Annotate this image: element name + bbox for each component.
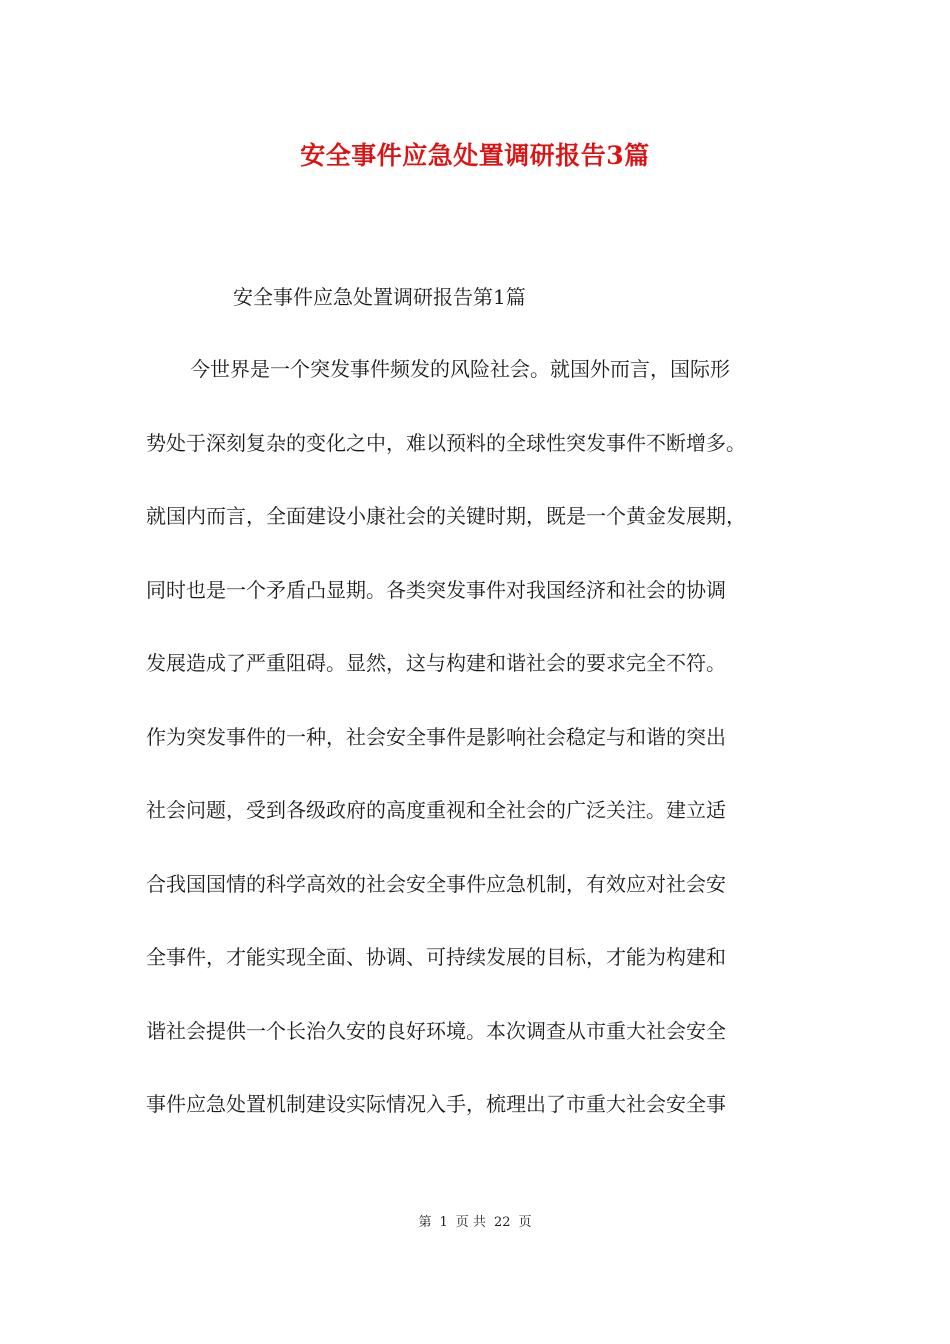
body-line: 谐社会提供一个长治久安的良好环境。本次调查从市重大社会安全	[146, 1018, 726, 1043]
section-heading: 安全事件应急处置调研报告第1篇	[233, 285, 526, 309]
body-line: 全事件，才能实现全面、协调、可持续发展的目标，才能为构建和	[146, 945, 726, 969]
body-line: 势处于深刻复杂的变化之中，难以预料的全球性突发事件不断增多。	[146, 430, 746, 455]
body-line: 发展造成了严重阻碍。显然，这与构建和谐社会的要求完全不符。	[146, 651, 726, 675]
footer-prefix: 第	[418, 1215, 432, 1230]
document-title: 安全事件应急处置调研报告3篇	[300, 141, 650, 170]
body-line: 今世界是一个突发事件频发的风险社会。就国外而言，国际形	[190, 357, 730, 381]
body-line: 同时也是一个矛盾凸显期。各类突发事件对我国经济和社会的协调	[146, 577, 726, 602]
footer-total-pages: 22	[493, 1215, 511, 1230]
body-line: 合我国国情的科学高效的社会安全事件应急机制，有效应对社会安	[146, 871, 726, 896]
body-line: 作为突发事件的一种，社会安全事件是影响社会稳定与和谐的突出	[146, 724, 726, 749]
body-line: 社会问题，受到各级政府的高度重视和全社会的广泛关注。建立适	[146, 798, 726, 822]
body-line: 事件应急处置机制建设实际情况入手，梳理出了市重大社会安全事	[146, 1092, 726, 1116]
page-footer	[0, 1211, 950, 1230]
footer-middle: 页 共	[455, 1215, 486, 1230]
footer-suffix: 页	[518, 1215, 532, 1230]
footer-current-page: 1	[439, 1215, 448, 1230]
body-line: 就国内而言，全面建设小康社会的关键时期，既是一个黄金发展期，	[146, 504, 746, 528]
body-text	[146, 355, 846, 1164]
